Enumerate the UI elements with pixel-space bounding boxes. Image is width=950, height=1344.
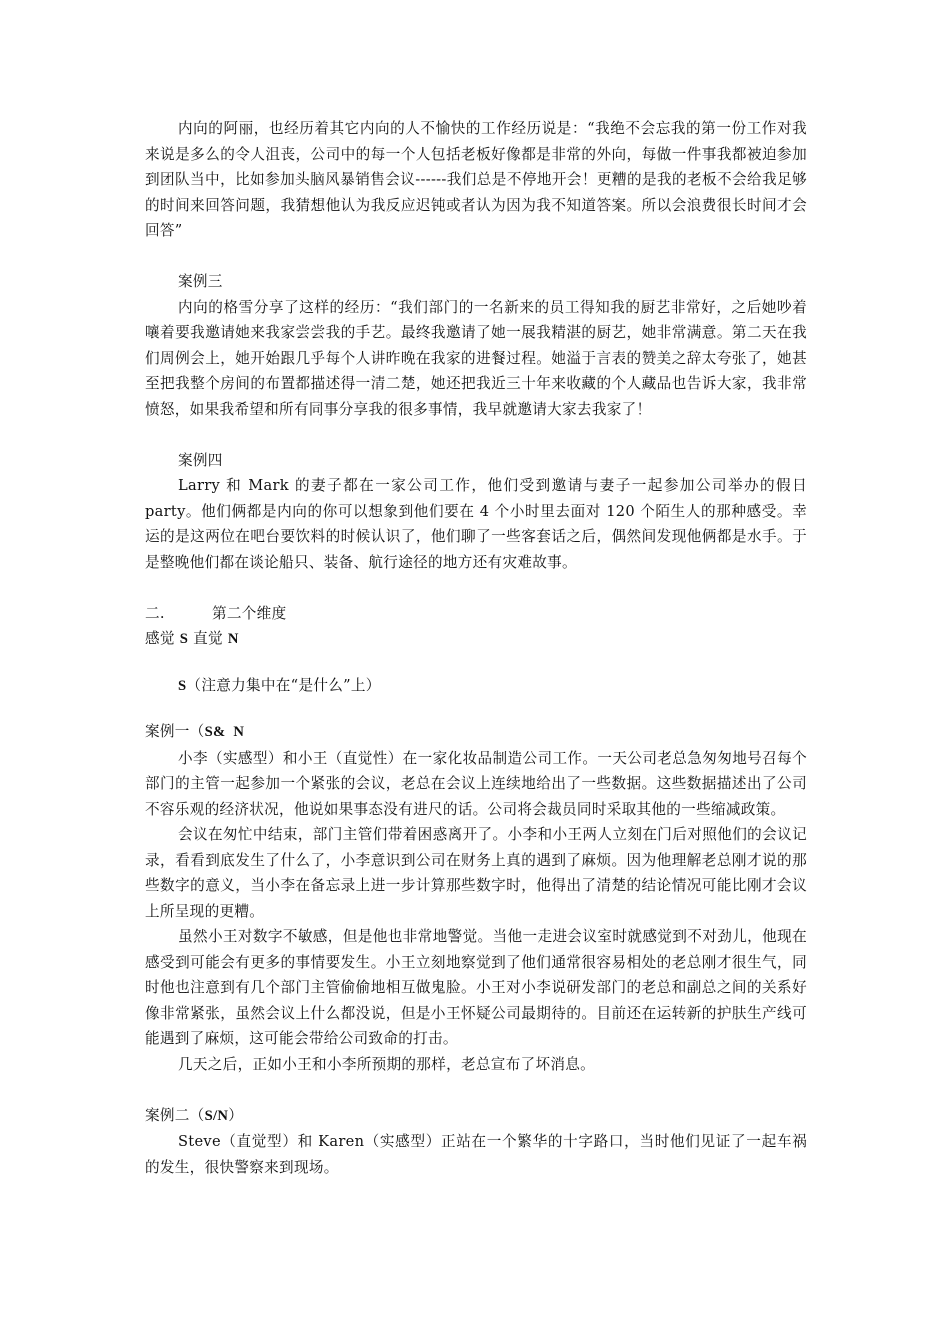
section-number: 二. [145,604,165,622]
case1-paragraph-4: 几天之后，正如小王和小李所预期的那样，老总宣布了坏消息。 [178,1055,596,1073]
dimension-line: 感觉 S 直觉 N [145,630,239,647]
case2-paragraph-1: Steve（直觉型）和 Karen（实感型）正站在一个繁华的十字路口，当时他们见证了一起车祸的发生，很快警察来到现场。 [145,1133,807,1176]
case4-paragraph: Larry 和 Mark 的妻子都在一家公司工作，他们受到邀请与妻子一起参加公司举办的假日 party。他们俩都是内向的你可以想象到他们要在 4 个小时里去面对 120 个陌生人的那种感受。幸运的是这两位在吧台要饮料的时候认识了，他们聊了一些客套话之后，偶然间发现他俩都是水手。于是整晚他们都在谈论船只、装备、航行途径的地方还有灾难故事。 [145,477,807,571]
section-title: 第二个维度 [212,604,287,622]
case1-paragraph-2: 会议在匆忙中结束，部门主管们带着困惑离开了。小李和小王两人立刻在门后对照他们的会议记录，看看到底发生了什么了，小李意识到公司在财务上真的遇到了麻烦。因为他理解老总刚才说的那些数字的意义，当小李在备忘录上进一步计算那些数字时，他得出了清楚的结论情况可能比刚才会议上所呈现的更糟。 [145,826,807,920]
s-focus-line: S（注意力集中在“是什么”上） [178,676,381,694]
document-page [145,116,807,1180]
case4-heading: 案例四 [178,451,223,469]
case1-paragraph-3: 虽然小王对数字不敏感，但是他也非常地警觉。当他一走进会议室时就感觉到不对劲儿，他现在感受到可能会有更多的事情要发生。小王立刻地察觉到了他们通常很容易相处的老总刚才很生气，同时他也注意到有几个部门主管偷偷地相互做鬼脸。小王对小李说研发部门的老总和副总之间的关系好像非常紧张，虽然会议上什么都没说，但是小王怀疑公司最期待的。目前还在运转新的护肤生产线可能遇到了麻烦，这可能会带给公司致命的打击。 [145,928,807,1047]
case3-paragraph: 内向的格雪分享了这样的经历：“我们部门的一名新来的员工得知我的厨艺非常好，之后她吵着嚷着要我邀请她来我家尝尝我的手艺。最终我邀请了她一展我精湛的厨艺，她非常满意。第二天在我们周例会上，她开始跟几乎每个人讲昨晚在我家的进餐过程。她溢于言表的赞美之辞太夸张了，她甚至把我整个房间的布置都描述得一清二楚，她还把我近三十年来收藏的个人藏品也告诉大家，我非常愤怒，如果我希望和所有同事分享我的很多事情，我早就邀请大家去我家了！ [145,298,807,418]
case3-heading: 案例三 [178,273,223,290]
case2-heading: 案例二（S/N） [145,1106,244,1124]
case1-heading: 案例一（S& N [145,723,245,740]
case1-paragraph-1: 小李（实感型）和小王（直觉性）在一家化妆品制造公司工作。一天公司老总急匆匆地号召每个部门的主管一起参加一个紧张的会议，老总在会议上连续地给出了一些数据。这些数据描述出了公司不容乐观的经济状况，他说如果事态没有进尺的话。公司将会裁员同时采取其他的一些缩减政策。 [145,749,807,818]
paragraph-ali: 内向的阿丽，也经历着其它内向的人不愉快的工作经历说是：“我绝不会忘我的第一份工作对我来说是多么的令人沮丧，公司中的每一个人包括老板好像都是非常的外向，每做一件事我都被迫参加到团队当中，比如参加头脑风暴销售会议------我们总是不停地开会！更糟的是我的老板不会给我足够的时间来回答问题，我猜想他认为我反应迟钝或者认为因为我不知道答案。所以会浪费很长时间才会回答” [145,120,807,239]
section-heading-2 [145,601,807,627]
